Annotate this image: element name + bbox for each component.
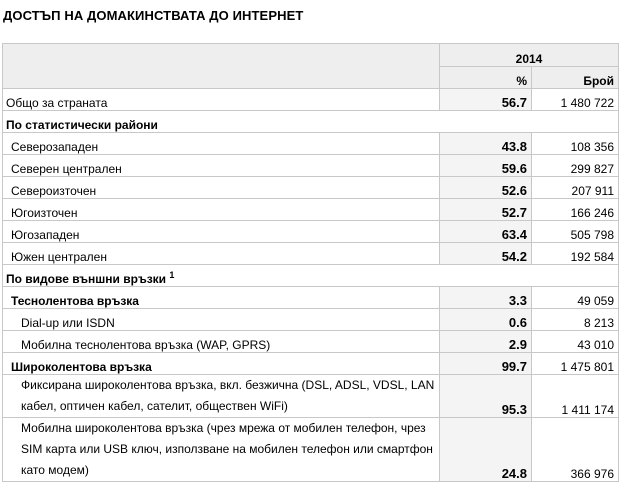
table-row [3, 133, 619, 155]
row-label: Югоизточен [3, 199, 440, 221]
row-count: 207 911 [532, 177, 619, 199]
table-row [3, 155, 619, 177]
page-title: ДОСТЪП НА ДОМАКИНСТВАТА ДО ИНТЕРНЕТ [3, 8, 304, 23]
row-count: 1 411 174 [532, 375, 619, 418]
percent-header: % [440, 67, 532, 89]
table-row-narrowband [3, 287, 619, 309]
row-label: Общо за страната [3, 89, 440, 111]
row-percent: 2.9 [440, 331, 532, 353]
row-count: 366 976 [532, 418, 619, 482]
table-row [3, 331, 619, 353]
section-row-regions [3, 111, 619, 133]
row-percent: 24.8 [440, 418, 532, 482]
header-row-year [3, 44, 619, 67]
table-row [3, 221, 619, 243]
row-percent: 0.6 [440, 309, 532, 331]
section-title-text: По видове външни връзки [6, 272, 167, 286]
row-count: 49 059 [532, 287, 619, 309]
row-label: Теснолентова връзка [3, 287, 440, 309]
row-count: 108 356 [532, 133, 619, 155]
row-label: Широколентова връзка [3, 353, 440, 375]
table-row [3, 418, 619, 482]
row-label: Югозападен [3, 221, 440, 243]
row-label: Мобилна теснолентова връзка (WAP, GPRS) [3, 331, 440, 353]
footnote-marker: 1 [169, 270, 175, 280]
row-count: 43 010 [532, 331, 619, 353]
table-row-broadband [3, 353, 619, 375]
section-row-connection [3, 265, 619, 287]
row-label: Североизточен [3, 177, 440, 199]
row-count: 505 798 [532, 221, 619, 243]
row-label: Мобилна широколентова връзка (чрез мрежа от мобилен телефон, чрез SIM карта или USB ключ, използване на мобилен телефон или смартфон като модем) [3, 418, 440, 482]
table-row [3, 243, 619, 265]
table-row [3, 199, 619, 221]
row-count: 8 213 [532, 309, 619, 331]
row-percent: 3.3 [440, 287, 532, 309]
row-label: Фиксирана широколентова връзка, вкл. безжична (DSL, ADSL, VDSL, LAN кабел, оптичен кабел, сателит, обществен WiFi) [3, 375, 440, 418]
table-row [3, 375, 619, 418]
section-title-regions: По статистически райони [3, 111, 619, 133]
row-label: Dial-up или ISDN [3, 309, 440, 331]
row-count: 166 246 [532, 199, 619, 221]
table-row [3, 309, 619, 331]
row-percent: 43.8 [440, 133, 532, 155]
section-title-connection [3, 265, 619, 287]
row-percent: 52.6 [440, 177, 532, 199]
table-row-total [3, 89, 619, 111]
row-label: Северен централен [3, 155, 440, 177]
row-label: Южен централен [3, 243, 440, 265]
row-count: 299 827 [532, 155, 619, 177]
row-count: 1 475 801 [532, 353, 619, 375]
header-blank-cell [3, 44, 440, 89]
table-row [3, 177, 619, 199]
row-percent: 59.6 [440, 155, 532, 177]
row-percent: 54.2 [440, 243, 532, 265]
row-count: 1 480 722 [532, 89, 619, 111]
row-percent: 99.7 [440, 353, 532, 375]
row-percent: 56.7 [440, 89, 532, 111]
count-header: Брой [532, 67, 619, 89]
row-count: 192 584 [532, 243, 619, 265]
row-label: Северозападен [3, 133, 440, 155]
row-percent: 63.4 [440, 221, 532, 243]
year-header: 2014 [440, 44, 619, 67]
row-percent: 95.3 [440, 375, 532, 418]
row-percent: 52.7 [440, 199, 532, 221]
statistics-table [2, 43, 619, 482]
